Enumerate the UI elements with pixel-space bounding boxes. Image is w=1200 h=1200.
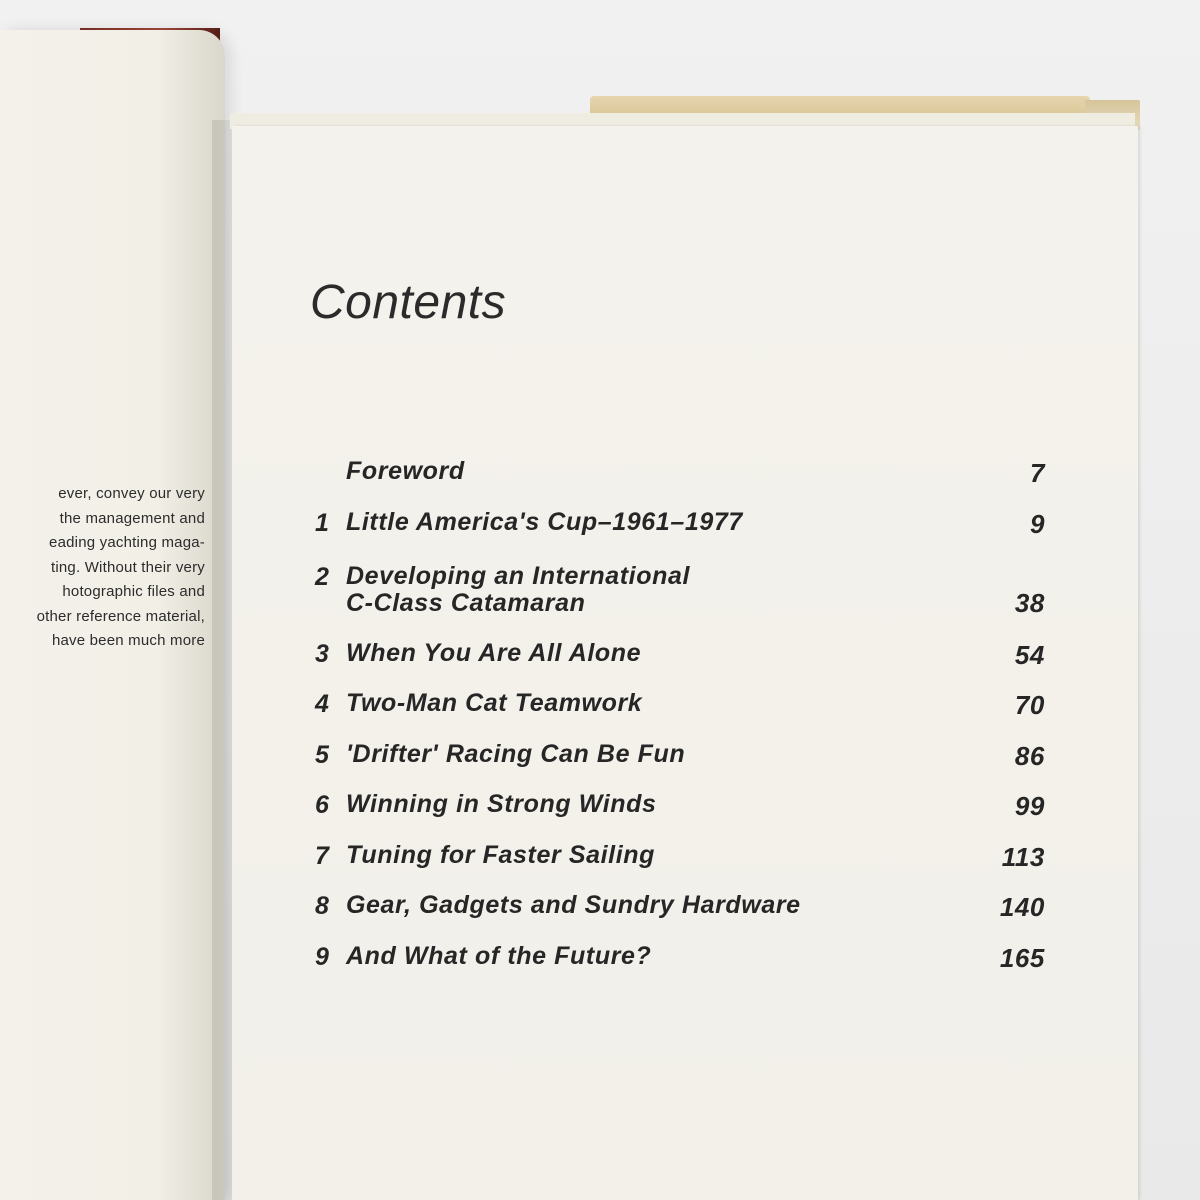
toc-title-line: Two-Man Cat Teamwork: [346, 689, 643, 717]
left-text-line: hotographic files and: [62, 583, 205, 600]
toc-page-number: 140: [999, 892, 1045, 922]
left-page: [0, 30, 225, 1200]
left-text-line: have been much more: [51, 632, 205, 649]
toc-title-line: 'Drifter' Racing Can Be Fun: [346, 740, 686, 768]
toc-title-line: Tuning for Faster Sailing: [346, 841, 656, 869]
toc-title-line: C-Class Catamaran: [346, 589, 586, 617]
toc-chapter-number: 6: [315, 791, 330, 819]
toc-chapter-number: 5: [315, 741, 330, 769]
toc-chapter-title: [346, 943, 651, 970]
toc-chapter-number: 9: [315, 943, 330, 971]
toc-page-number: 113: [1001, 842, 1045, 872]
toc-title-line: And What of the Future?: [346, 942, 652, 970]
toc-chapter-number: 4: [315, 690, 330, 718]
left-text-line: [0, 556, 205, 581]
toc-title-line: Foreword: [346, 457, 465, 485]
toc-chapter-number: 3: [315, 640, 330, 668]
toc-title-line: Gear, Gadgets and Sundry Hardware: [346, 891, 801, 919]
toc-chapter-number: 8: [315, 892, 330, 920]
toc-chapter-title: [346, 690, 642, 717]
toc-page-number: 70: [1014, 690, 1045, 720]
toc-chapter-title: [346, 458, 465, 485]
toc-title-line: When You Are All Alone: [346, 639, 642, 667]
contents-title: Contents: [310, 276, 507, 329]
toc-chapter-title: [346, 509, 743, 536]
toc-page-number: 165: [999, 943, 1045, 973]
toc-title-line: Little America's Cup–1961–1977: [346, 508, 743, 536]
left-text-line: ever, convey our very: [58, 485, 205, 502]
toc-chapter-title: [346, 842, 655, 869]
toc-chapter-title: [346, 563, 690, 617]
toc-chapter-title: [346, 791, 657, 818]
toc-title-line: Developing an International: [346, 562, 691, 590]
left-text-line: other reference material,: [36, 607, 205, 625]
toc-chapter-number: 2: [315, 563, 330, 591]
toc-page-number: 99: [1014, 791, 1045, 821]
left-page-text: [0, 482, 205, 654]
toc-page-number: 7: [1029, 458, 1045, 488]
left-text-line: the management and: [59, 509, 205, 527]
toc-chapter-number: 7: [315, 842, 330, 870]
toc-title-line: Winning in Strong Winds: [346, 790, 657, 818]
toc-page-number: 54: [1014, 640, 1045, 670]
toc-chapter-number: 1: [315, 509, 330, 537]
toc-chapter-title: [346, 640, 641, 667]
left-text-italic: ting. Without their very: [50, 558, 205, 576]
toc-chapter-title: [346, 741, 685, 768]
toc-page-number: 86: [1014, 741, 1045, 771]
toc-page-number: 9: [1029, 509, 1045, 539]
toc-chapter-title: [346, 892, 801, 919]
toc-page-number: 38: [1014, 588, 1045, 618]
left-text-line: eading yachting maga-: [49, 534, 205, 551]
